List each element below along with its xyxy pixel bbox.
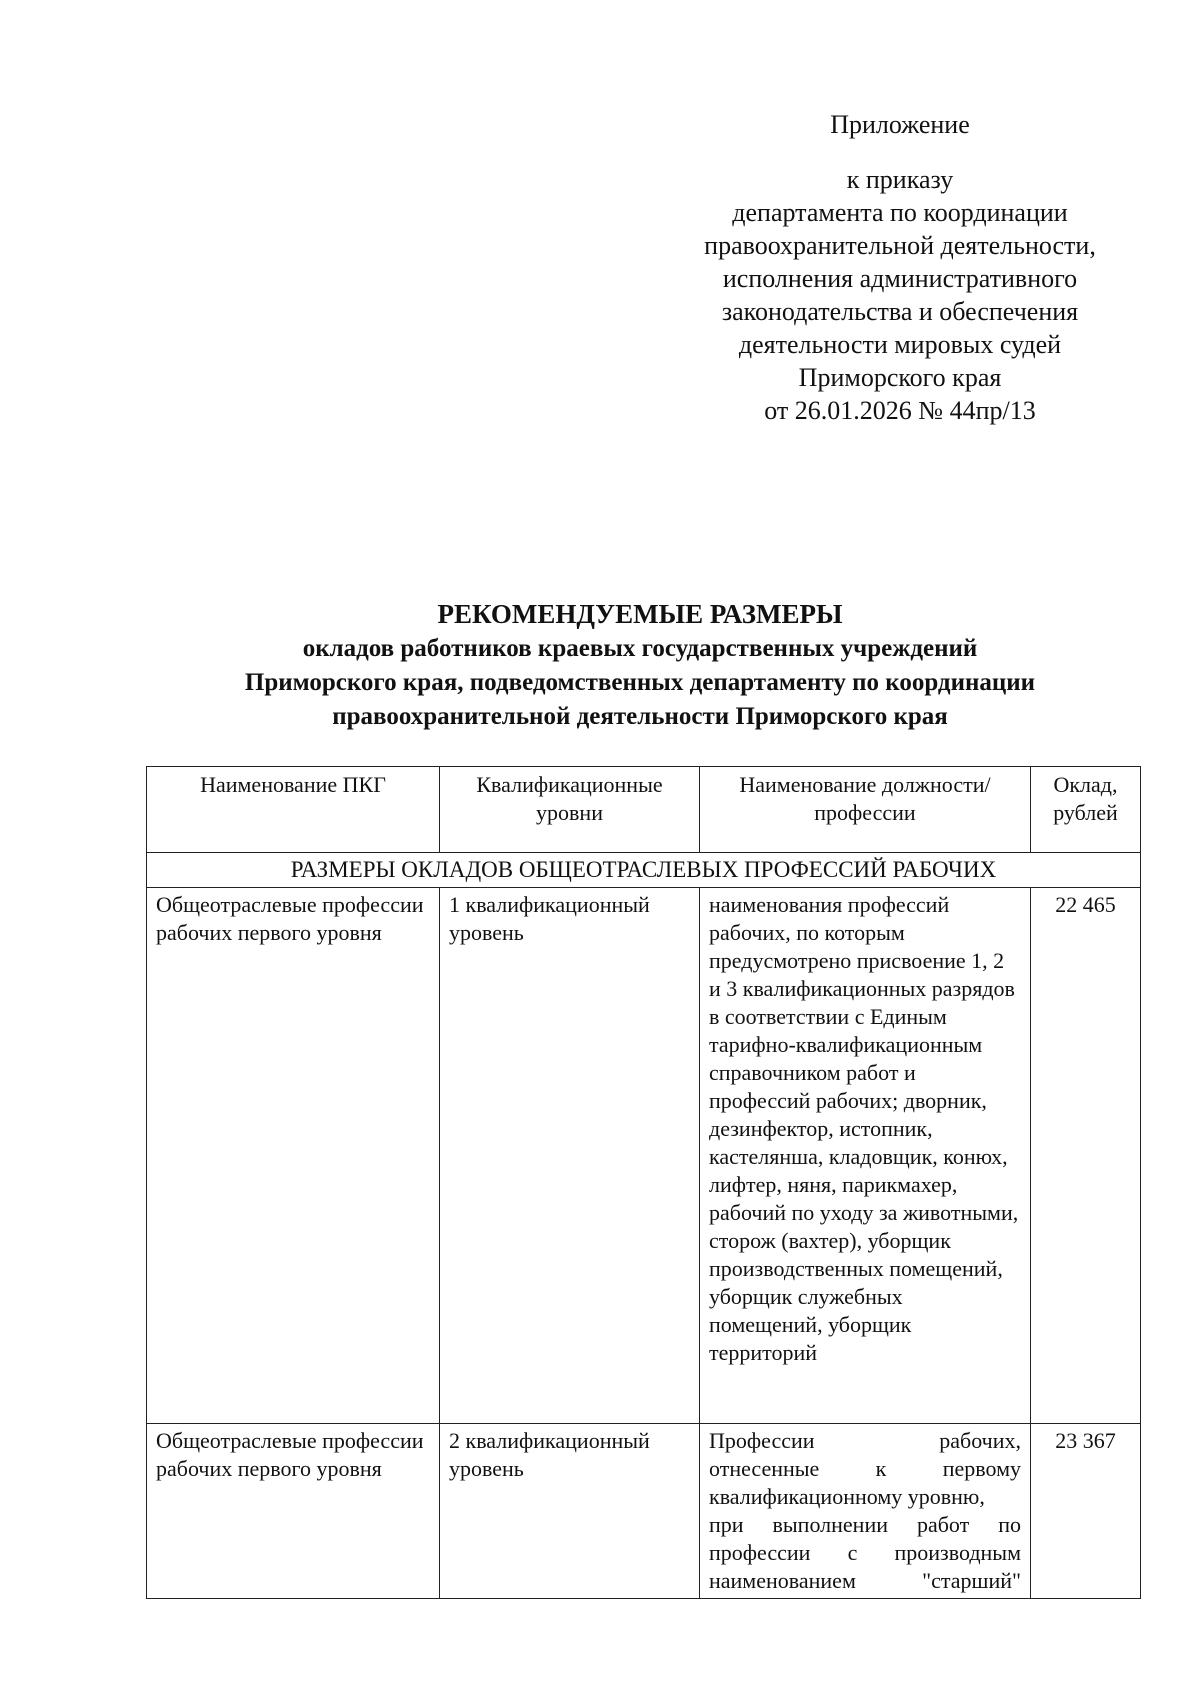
order-date-number: от 26.01.2026 № 44пр/13 xyxy=(764,396,1036,425)
positions-line: профессии с производным xyxy=(709,1540,1021,1565)
pkg-group-cell: Общеотраслевые профессии рабочих первого уровня xyxy=(147,1424,440,1599)
appendix-block xyxy=(680,108,1120,427)
appendix-line: исполнения административного xyxy=(722,264,1078,293)
section-row xyxy=(147,853,1141,888)
positions-cell: наименования профессий рабочих, по которым предусмотрено присвоение 1, 2 и 3 квалификационных разрядов в соответствии с Единым тарифно-квалификационным справочником работ и профессий рабочих; дворник, дезинфектор, истопник, кастелянша, кладовщик, конюх, лифтер, няня, парикмахер, рабочий по уходу за животными, сторож (вахтер), уборщик производственных помещений, уборщик служебных помещений, уборщик территорий xyxy=(700,888,1031,1424)
appendix-line: Приморского края xyxy=(798,363,1002,392)
qualification-level-cell: 2 квалификационный уровень xyxy=(440,1424,700,1599)
header-pkg-name: Наименование ПКГ xyxy=(147,767,440,853)
table-row xyxy=(147,1424,1141,1599)
qualification-level-cell: 1 квалификационный уровень xyxy=(440,888,700,1424)
positions-cell xyxy=(700,1424,1031,1599)
positions-line: Профессии рабочих, xyxy=(709,1428,1021,1453)
section-title: РАЗМЕРЫ ОКЛАДОВ ОБЩЕОТРАСЛЕВЫХ ПРОФЕССИЙ РАБОЧИХ xyxy=(147,853,1141,888)
header-qualification-levels: Квалификационные уровни xyxy=(440,767,700,853)
positions-line: при выполнении работ по xyxy=(709,1512,1021,1537)
positions-line: квалификационному уровню, xyxy=(709,1484,985,1509)
appendix-line: департамента по координации xyxy=(732,198,1068,227)
header-position-name: Наименование должности/профессии xyxy=(700,767,1031,853)
document-title-line: Приморского края, подведомственных департаменту по координации xyxy=(244,669,1036,696)
document-title-line: правоохранительной деятельности Приморского края xyxy=(332,703,948,730)
table-row xyxy=(147,888,1141,1424)
appendix-line: правоохранительной деятельности, xyxy=(704,231,1096,260)
pkg-group-cell: Общеотраслевые профессии рабочих первого уровня xyxy=(147,888,440,1424)
document-title-main: РЕКОМЕНДУЕМЫЕ РАЗМЕРЫ xyxy=(437,599,843,629)
document-title xyxy=(140,596,1140,734)
positions-line: отнесенные к первому xyxy=(709,1456,1021,1481)
header-salary: Оклад, рублей xyxy=(1031,767,1141,853)
appendix-title: Приложение xyxy=(830,110,970,139)
appendix-line: законодательства и обеспечения xyxy=(721,297,1079,326)
table-header-row xyxy=(147,767,1141,853)
salary-cell: 23 367 xyxy=(1031,1424,1141,1599)
appendix-line: деятельности мировых судей xyxy=(738,330,1062,359)
salary-cell: 22 465 xyxy=(1031,888,1141,1424)
positions-line: наименованием "старший" xyxy=(709,1568,1021,1593)
document-title-line: окладов работников краевых государственных учреждений xyxy=(302,635,978,662)
salary-table xyxy=(146,766,1141,1599)
appendix-line: к приказу xyxy=(846,165,954,194)
